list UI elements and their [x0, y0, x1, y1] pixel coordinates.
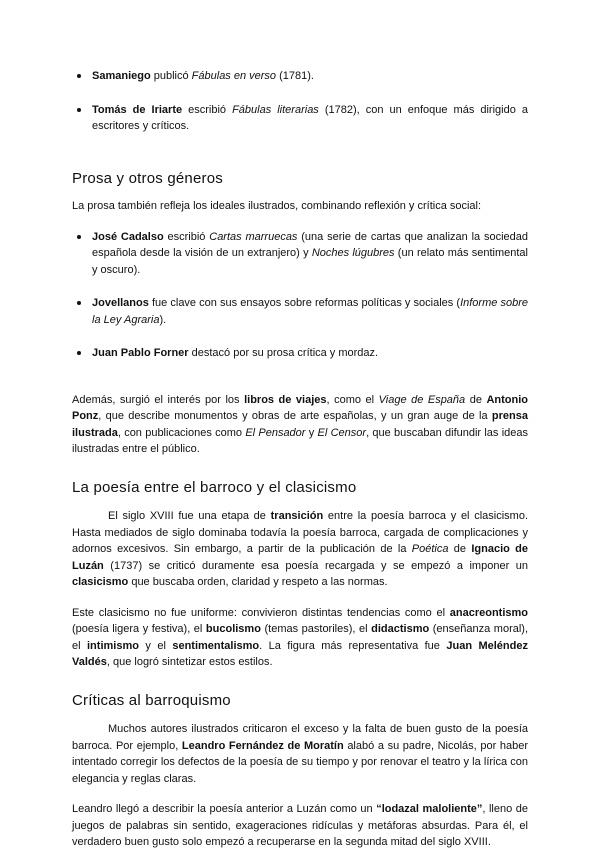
work-title: Fábulas literarias — [232, 103, 319, 116]
list-item: Tomás de Iriarte escribió Fábulas literarias (1782), con un enfoque más dirigido a escritores y críticos. — [72, 102, 528, 135]
prosa-list — [72, 229, 528, 362]
paragraph: Además, surgió el interés por los libros de viajes, como el Viage de España de Antonio Ponz, que describe monumentos y obras de arte españolas, y un gran auge de la prensa ilustrada, con publicaciones como El Pensador y El Censor, que buscaban difundir las ideas ilustradas entre el público. — [72, 393, 529, 455]
work-title: Fábulas en verso — [191, 70, 277, 82]
paragraph: El siglo XVIII fue una etapa de transición entre la poesía barroca y el clasicismo. Hasta mediados de siglo dominaba todavía la poesía barroca, cargada de complicaciones y adornos excesivos. Sin embargo, a partir de la publicación de la Poética de Ignacio de Luzán (1737) se criticó duramente esa poesía recargada y se empezó a imponer un clasicismo que buscaba orden, claridad y respeto a las normas. — [72, 510, 529, 588]
paragraph: Muchos autores ilustrados criticaron el exceso y la falta de buen gusto de la poesía barroca. Por ejemplo, Leandro Fernández de Moratín alabó a su padre, Nicolás, por haber intentado corregir los defectos de la poesía de su tiempo y por renovar el teatro y la lírica con elegancia y reglas claras. — [72, 723, 528, 785]
author-name: Tomás de Iriarte — [92, 103, 183, 116]
list-item: Samaniego publicó Fábulas en verso (1781). — [72, 68, 528, 85]
prosa-intro: La prosa también refleja los ideales ilustrados, combinando reflexión y crítica social: — [72, 200, 482, 212]
section-heading-criticas: Críticas al barroquismo — [72, 691, 231, 709]
list-item: Jovellanos fue clave con sus ensayos sobre reformas políticas y sociales (Informe sobre la Ley Agraria). — [72, 295, 528, 328]
list-item: José Cadalso escribió Cartas marruecas (una serie de cartas que analizan la sociedad española desde la visión de un extranjero) y Noches lúgubres (un relato más sentimental y oscuro). — [72, 229, 528, 279]
author-name: Samaniego — [92, 70, 151, 82]
list-item: Juan Pablo Forner destacó por su prosa crítica y mordaz. — [72, 345, 528, 362]
section-heading-prosa: Prosa y otros géneros — [72, 169, 223, 187]
section-heading-poesia: La poesía entre el barroco y el clasicismo — [72, 478, 357, 496]
paragraph: Leandro llegó a describir la poesía anterior a Luzán como un “lodazal maloliente”, lleno de juegos de palabras sin sentido, exageraciones ridículas y metáforas absurdas. Para él, el verdadero buen gusto solo empezó a recuperarse en la segunda mitad del siglo XVIII. — [72, 803, 528, 848]
paragraph: Este clasicismo no fue uniforme: convivieron distintas tendencias como el anacreontismo (poesía ligera y festiva), el bucolismo (temas pastoriles), el didactismo (enseñanza moral), el intimismo y el sentimentalismo. La figura más representativa fue Juan Meléndez Valdés, que logró sintetizar estos estilos. — [72, 606, 529, 668]
fables-list — [72, 68, 528, 135]
